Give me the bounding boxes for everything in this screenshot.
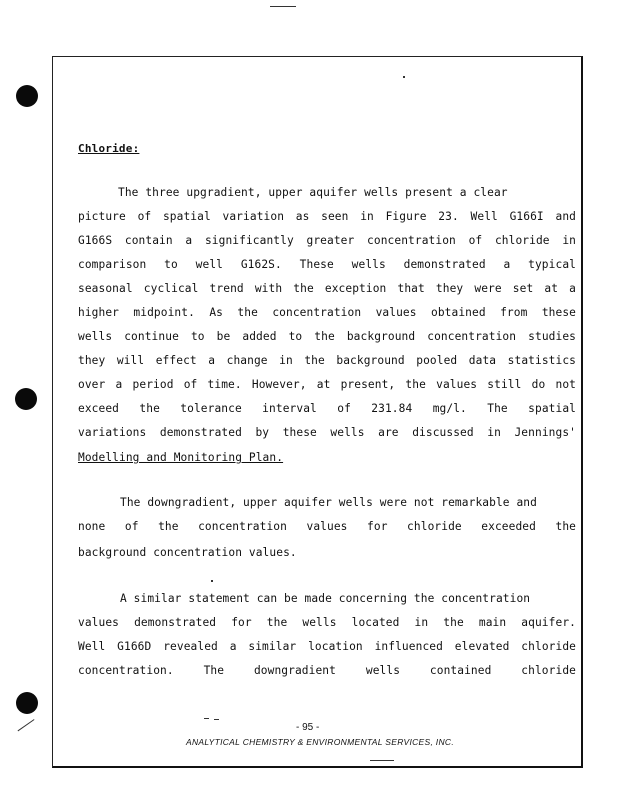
paragraph-line: A similar statement can be made concerning the concentration xyxy=(120,592,531,605)
scan-speck xyxy=(211,580,213,582)
top-edge-mark xyxy=(270,6,296,7)
paragraph-line: values demonstrated for the wells located in the main aquifer. xyxy=(78,616,576,629)
page-number: - 95 - xyxy=(296,722,320,733)
paragraph-line: concentration. The downgradient wells contained chloride xyxy=(78,664,576,677)
paragraph-line: picture of spatial variation as seen in Figure 23. Well G166I and xyxy=(78,210,576,223)
scan-mark xyxy=(370,760,394,761)
paragraph-line: G166S contain a significantly greater concentration of chloride in xyxy=(78,234,576,247)
document-title-reference: Modelling and Monitoring Plan. xyxy=(78,451,284,464)
punch-hole-top xyxy=(16,85,38,107)
paragraph-line: The three upgradient, upper aquifer wells present a clear xyxy=(118,186,508,199)
paragraph-line: Well G166D revealed a similar location influenced elevated chloride xyxy=(78,640,576,653)
scan-speck xyxy=(403,76,405,78)
footer-organization: ANALYTICAL CHEMISTRY & ENVIRONMENTAL SERVICES, INC. xyxy=(186,737,455,747)
section-heading: Chloride: xyxy=(78,142,140,155)
paragraph-line: seasonal cyclical trend with the exception that they were set at a xyxy=(78,282,576,295)
paragraph-line: variations demonstrated by these wells are discussed in Jennings' xyxy=(78,426,576,439)
scan-mark xyxy=(214,719,219,720)
paragraph-line: wells continue to be added to the background concentration studies xyxy=(78,330,576,343)
paragraph-line: none of the concentration values for chloride exceeded the xyxy=(78,520,576,533)
punch-hole-middle xyxy=(15,388,37,410)
paragraph-line: exceed the tolerance interval of 231.84 mg/l. The spatial xyxy=(78,402,576,415)
paragraph-line: over a period of time. However, at present, the values still do not xyxy=(78,378,576,391)
paragraph-line: The downgradient, upper aquifer wells were not remarkable and xyxy=(120,496,537,509)
paragraph-line: comparison to well G162S. These wells demonstrated a typical xyxy=(78,258,576,271)
paragraph-line: higher midpoint. As the concentration values obtained from these xyxy=(78,306,576,319)
paragraph-line: they will effect a change in the background pooled data statistics xyxy=(78,354,576,367)
paragraph-line: background concentration values. xyxy=(78,546,297,559)
scan-mark xyxy=(204,718,209,719)
